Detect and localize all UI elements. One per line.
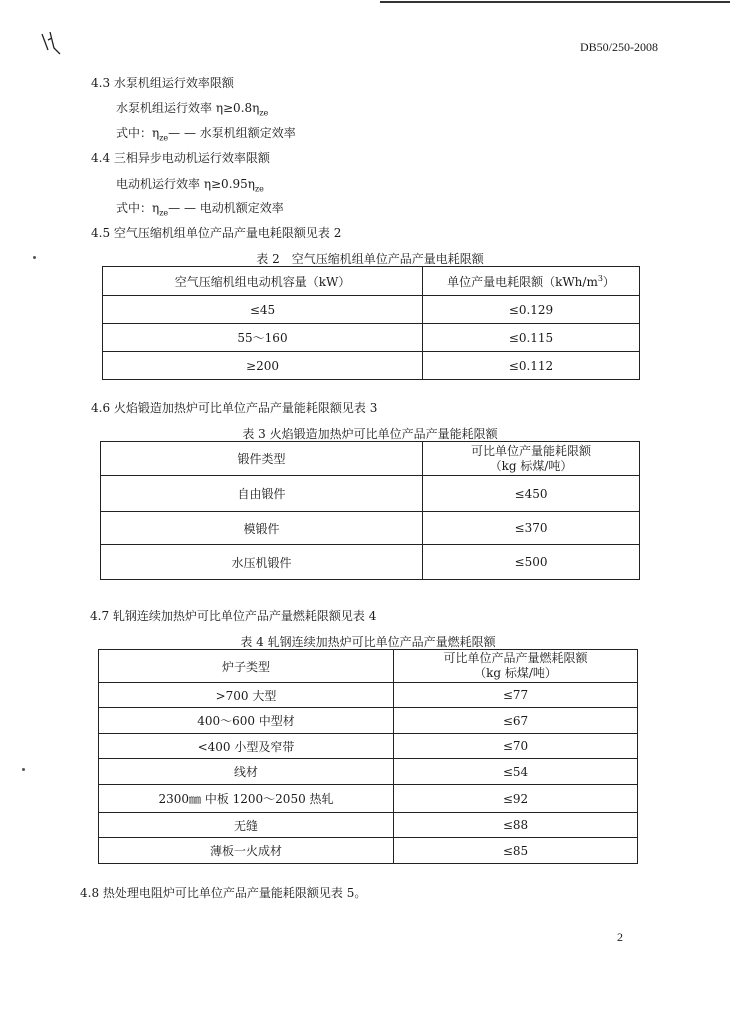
table-2-caption: 表 2 空气压缩机组单位产品产量电耗限额 (256, 252, 484, 266)
table-row (103, 296, 640, 324)
table-header-cell: 单位产量电耗限额$(kWh/m^3)$ (423, 267, 640, 296)
top-rule (380, 1, 730, 3)
table-row (101, 512, 640, 545)
table-cell: ≤77 (394, 683, 638, 708)
formula-subscript: ze (254, 184, 264, 194)
document-number: DB50/250-2008 (580, 40, 658, 54)
table-row (99, 708, 638, 734)
table-cell: >700 大型 (99, 683, 394, 708)
table-header-row (103, 267, 640, 296)
header-line: 可比单位产量能耗限额 (470, 443, 591, 458)
table-cell: 线材 (99, 759, 394, 785)
table-3-caption: 表 3 火焰锻造加热炉可比单位产品产量能耗限额 (242, 427, 498, 441)
table-row (103, 324, 640, 352)
table-4-caption: 表 4 轧钢连续加热炉可比单位产品产量燃耗限额 (240, 635, 496, 649)
table-row (99, 759, 638, 785)
table-header-cell (423, 442, 640, 476)
table-4 (98, 649, 638, 864)
table-header-cell: 锻件类型 (101, 442, 423, 476)
table-cell: ≤85 (394, 838, 638, 864)
table-cell: ≤500 (423, 545, 640, 580)
table-cell: ≤370 (423, 512, 640, 545)
table-2 (102, 266, 640, 380)
table-cell: ≤70 (394, 734, 638, 759)
header-line: （kg 标煤/吨） (489, 458, 573, 473)
table-cell: ≤45 (103, 296, 423, 324)
where-text: — — 电动机额定效率 (168, 201, 284, 215)
section-4-7-heading: 4.7 轧钢连续加热炉可比单位产品产量燃耗限额见表 4 (90, 609, 377, 623)
table-cell: ≤92 (394, 785, 638, 813)
formula-subscript: ze (259, 108, 269, 118)
table-header-cell (394, 650, 638, 683)
table-cell: ≤0.115 (423, 324, 640, 352)
table-cell: ≥200 (103, 352, 423, 380)
page-number: 2 (617, 930, 623, 944)
section-4-3-where (116, 124, 296, 142)
table-cell: ≤0.129 (423, 296, 640, 324)
table-cell: 薄板一火成材 (99, 838, 394, 864)
where-prefix: 式中：η (116, 201, 160, 215)
section-4-3-formula (116, 99, 268, 117)
table-cell: 模锻件 (101, 512, 423, 545)
table-row (103, 352, 640, 380)
table-row (99, 734, 638, 759)
table-cell: ≤88 (394, 813, 638, 838)
table-cell: 水压机锻件 (101, 545, 423, 580)
section-4-8-heading: 4.8 热处理电阻炉可比单位产品产量能耗限额见表 5。 (80, 886, 367, 900)
scan-speck (33, 256, 36, 259)
table-cell: 55～160 (103, 324, 423, 352)
table-row (99, 813, 638, 838)
table-header-row (101, 442, 640, 476)
section-4-4-where (116, 199, 284, 217)
table-row (99, 838, 638, 864)
header-line: （kg 标煤/吨） (474, 666, 557, 680)
table-row (99, 683, 638, 708)
section-4-5-heading: 4.5 空气压缩机组单位产品产量电耗限额见表 2 (91, 226, 342, 240)
table-row (101, 476, 640, 512)
table-header-row (99, 650, 638, 683)
section-4-4-heading: 4.4 三相异步电动机运行效率限额 (91, 151, 270, 165)
scan-speck (22, 768, 25, 771)
pen-mark-icon (40, 30, 66, 56)
table-cell: 自由锻件 (101, 476, 423, 512)
table-cell: ≤450 (423, 476, 640, 512)
table-row (101, 545, 640, 580)
formula-text: 电动机运行效率 η≥0.95η (116, 177, 255, 191)
where-subscript: ze (159, 208, 169, 218)
formula-text: 水泵机组运行效率 η≥0.8η (116, 101, 260, 115)
table-cell: 无缝 (99, 813, 394, 838)
table-cell: 2300㎜ 中板 1200～2050 热轧 (99, 785, 394, 813)
table-header-cell: 空气压缩机组电动机容量（kW） (103, 267, 423, 296)
table-3 (100, 441, 640, 580)
section-4-3-heading: 4.3 水泵机组运行效率限额 (91, 76, 234, 90)
where-prefix: 式中：η (116, 126, 160, 140)
table-header-cell: 炉子类型 (99, 650, 394, 683)
table-cell: <400 小型及窄带 (99, 734, 394, 759)
table-cell: ≤67 (394, 708, 638, 734)
header-line: 可比单位产品产量燃耗限额 (443, 651, 588, 665)
table-row (99, 785, 638, 813)
table-cell: 400～600 中型材 (99, 708, 394, 734)
where-text: — — 水泵机组额定效率 (168, 126, 296, 140)
table-cell: ≤54 (394, 759, 638, 785)
section-4-6-heading: 4.6 火焰锻造加热炉可比单位产品产量能耗限额见表 3 (91, 401, 378, 415)
table-cell: ≤0.112 (423, 352, 640, 380)
where-subscript: ze (159, 133, 169, 143)
section-4-4-formula (116, 175, 264, 193)
